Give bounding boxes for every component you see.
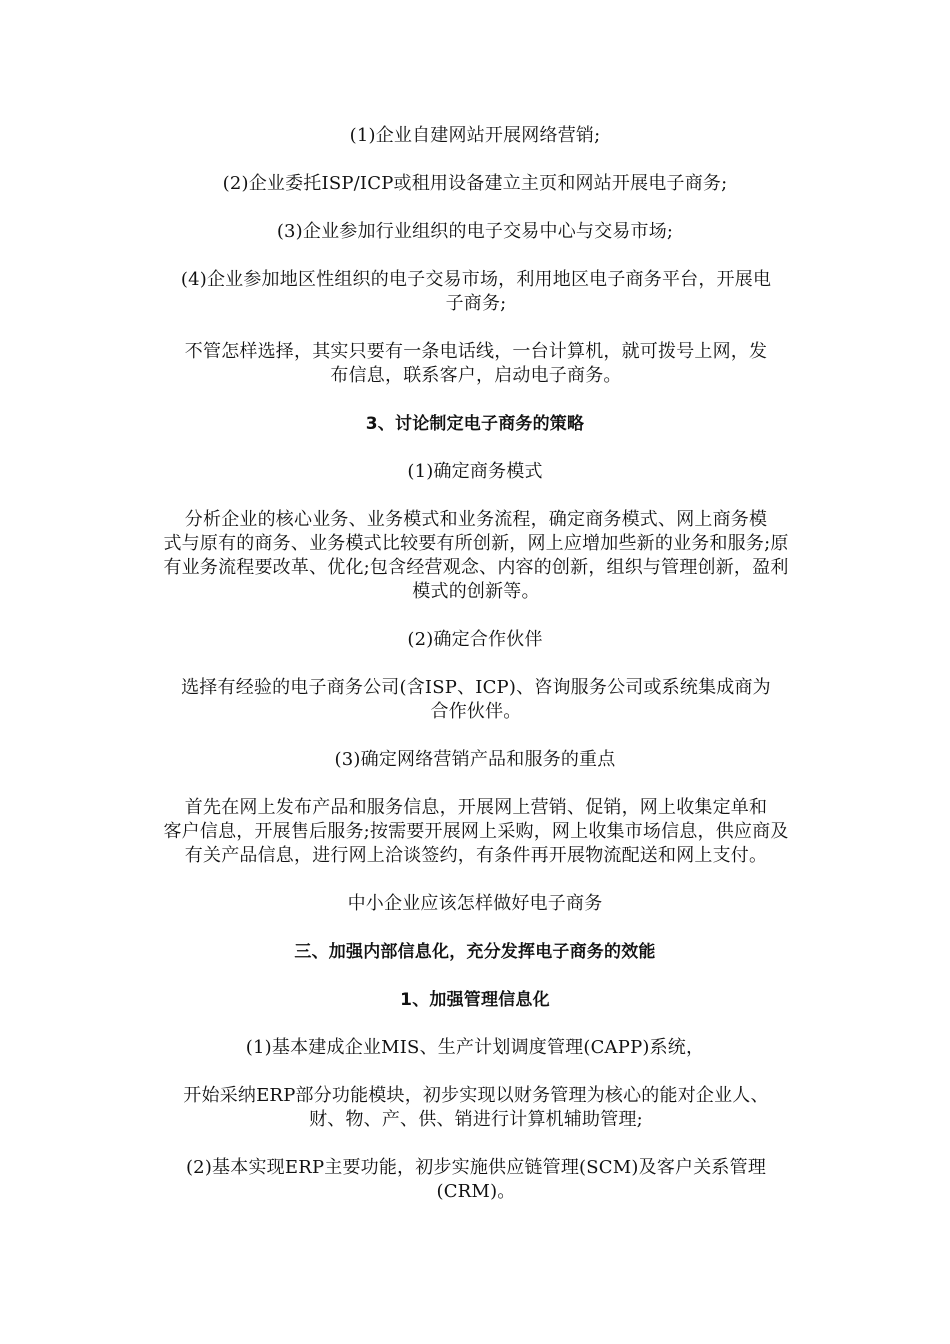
paragraph-line: (2)基本实现ERP主要功能，初步实施供应链管理(SCM)及客户关系管理 <box>185 1157 767 1178</box>
subheading <box>0 460 950 484</box>
subheading-text: (3)确定网络营销产品和服务的重点 <box>334 749 616 770</box>
paragraph-11 <box>140 1156 812 1204</box>
paragraph-10 <box>140 1084 812 1132</box>
subheading <box>0 628 950 652</box>
paragraph-6 <box>140 508 812 604</box>
paragraph-line: 有业务流程要改革、优化;包含经营观念、内容的创新，组织与管理创新，盈利 <box>163 557 789 578</box>
paragraph-2 <box>0 172 950 196</box>
subheading <box>0 748 950 772</box>
paragraph-line: 选择有经验的电子商务公司(含ISP、ICP)、咨询服务公司或系统集成商为 <box>181 677 771 698</box>
subheading-text: (1)确定商务模式 <box>407 461 543 482</box>
paragraph-1 <box>0 124 950 148</box>
subheading-text: (2)确定合作伙伴 <box>407 629 543 650</box>
section-heading <box>0 412 950 436</box>
heading-text: 1、加强管理信息化 <box>400 990 550 1010</box>
paragraph-7 <box>140 676 812 724</box>
document-subtitle <box>0 892 950 916</box>
paragraph-text: (3)企业参加行业组织的电子交易中心与交易市场; <box>276 221 674 242</box>
subtitle-text: 中小企业应该怎样做好电子商务 <box>347 893 603 914</box>
paragraph-line: 开始采纳ERP部分功能模块，初步实现以财务管理为核心的能对企业人、 <box>183 1085 769 1106</box>
heading-text: 3、讨论制定电子商务的策略 <box>365 414 585 434</box>
paragraph-line: 合作伙伴。 <box>430 701 522 722</box>
paragraph-3 <box>0 220 950 244</box>
paragraph-5 <box>140 340 812 388</box>
paragraph-line: 首先在网上发布产品和服务信息，开展网上营销、促销，网上收集定单和 <box>184 797 768 818</box>
section-heading <box>0 988 950 1012</box>
paragraph-9 <box>0 1036 950 1060</box>
paragraph-8 <box>140 796 812 868</box>
paragraph-line: (4)企业参加地区性组织的电子交易市场，利用地区电子商务平台，开展电 <box>180 269 772 290</box>
paragraph-line: 有关产品信息，进行网上洽谈签约，有条件再开展物流配送和网上支付。 <box>184 845 768 866</box>
paragraph-line: 子商务; <box>445 293 507 314</box>
paragraph-line: (CRM)。 <box>436 1181 516 1202</box>
paragraph-line: 模式的创新等。 <box>412 581 540 602</box>
paragraph-text: (1)基本建成企业MIS、生产计划调度管理(CAPP)系统， <box>245 1037 705 1058</box>
paragraph-4 <box>140 268 812 316</box>
paragraph-line: 财、物、产、供、销进行计算机辅助管理; <box>309 1109 643 1130</box>
paragraph-line: 不管怎样选择，其实只要有一条电话线，一台计算机，就可拨号上网，发 <box>184 341 768 362</box>
paragraph-text: (2)企业委托ISP/ICP或租用设备建立主页和网站开展电子商务; <box>222 173 728 194</box>
paragraph-line: 布信息，联系客户，启动电子商务。 <box>330 365 622 386</box>
heading-text: 三、加强内部信息化，充分发挥电子商务的效能 <box>294 942 656 962</box>
paragraph-line: 分析企业的核心业务、业务模式和业务流程，确定商务模式、网上商务模 <box>184 509 768 530</box>
paragraph-line: 客户信息，开展售后服务;按需要开展网上采购，网上收集市场信息，供应商及 <box>163 821 789 842</box>
paragraph-line: 式与原有的商务、业务模式比较要有所创新，网上应增加些新的业务和服务;原 <box>163 533 789 554</box>
section-heading <box>0 940 950 964</box>
paragraph-text: (1)企业自建网站开展网络营销; <box>349 125 601 146</box>
